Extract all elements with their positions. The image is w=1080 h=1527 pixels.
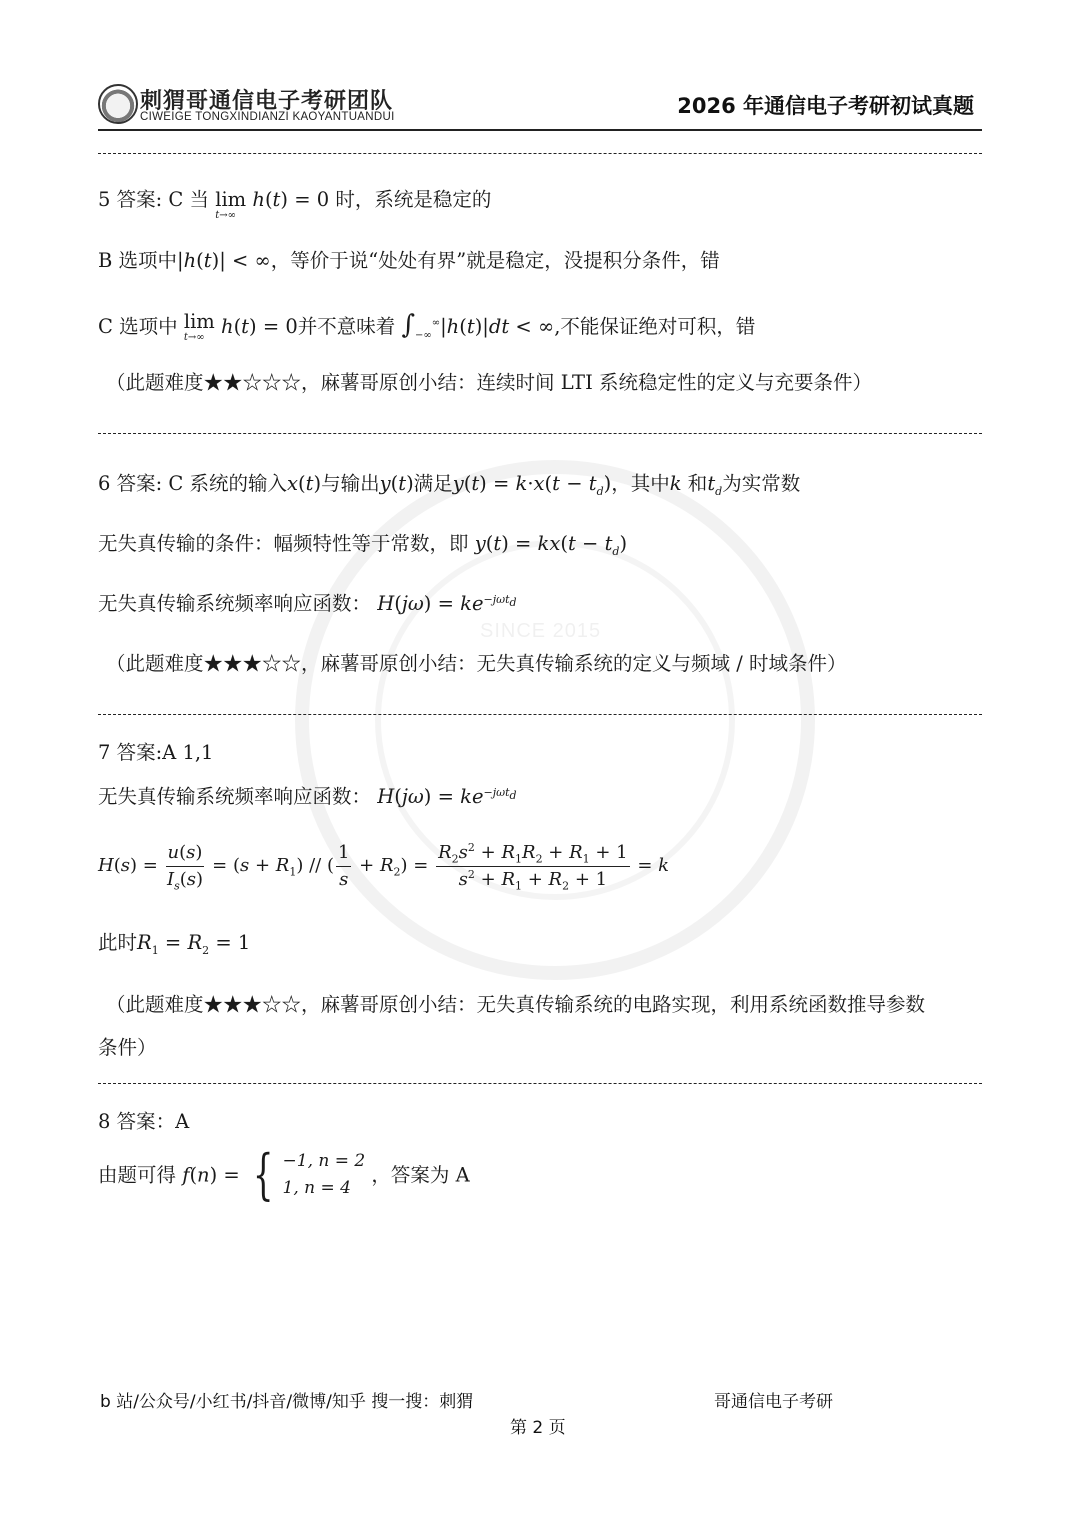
- q7-transfer-function: H(s) = $\frac{u(s)}{I_s(s)}$ = $(s + R_1)$ // ( $\frac{1}{s}$ + $R_2$) = $\frac{R_2s^2 + R_1R_2 + R_1 + 1}{s^2 + R_1 + R_2 + 1}$ = k: [98, 841, 670, 893]
- q5-option-b: B 选项中|h(t)| < ∞，等价于说“处处有界”就是稳定，没提积分条件，错: [98, 249, 720, 272]
- q6-answer-line: 6 答案: C 系统的输入x(t)与输出y(t)满足$y(t) = k\cdot x(t - t_d)$，其中k 和$t_d$为实常数: [98, 472, 801, 498]
- section-divider: [98, 433, 982, 434]
- document-title: 2026 年通信电子考研初试真题: [677, 94, 974, 118]
- q5-option-c: C 选项中 lim t→∞ h(t) = 0并不意味着 $\int_{-\infty}^\infty|h(t)|dt$ < ∞,不能保证绝对可积，错: [98, 310, 756, 343]
- q6-condition: 无失真传输的条件：幅频特性等于常数，即 $y(t) = kx(t - t_d)$: [98, 532, 628, 558]
- logo-title: 刺猬哥通信电子考研团队: [140, 89, 394, 114]
- case-2: 1, n = 4: [282, 1178, 351, 1199]
- q7-frequency-response: 无失真传输系统频率响应函数： $H(j\omega) = ke^{-j\omega t_d}$: [98, 785, 517, 808]
- section-divider: [98, 714, 982, 715]
- q7-result: 此时$R_1 = R_2 = 1$: [98, 931, 251, 957]
- logo-subtitle: CIWEIGE TONGXINDIANZI KAOYANTUANDUI: [140, 111, 395, 123]
- q8-answer-line: 8 答案：A: [98, 1110, 190, 1133]
- q7-answer-line: 7 答案:A 1,1: [98, 741, 214, 764]
- page-number: 第 2 页: [510, 1418, 566, 1438]
- q7-note-line1: （此题难度★★★☆☆，麻薯哥原创小结：无失真传输系统的电路实现，利用系统函数推导参数: [106, 993, 926, 1016]
- q7-note-line2: 条件）: [98, 1036, 157, 1059]
- limit-expression: lim t→∞: [215, 188, 247, 221]
- team-logo-icon: [98, 84, 138, 124]
- q6-note: （此题难度★★★☆☆，麻薯哥原创小结：无失真传输系统的定义与频域 / 时域条件）: [106, 652, 847, 675]
- section-divider: [98, 1083, 982, 1084]
- q5-answer-line: 5 答案: C 当 lim t→∞ h(t) = 0 时，系统是稳定的: [98, 188, 492, 221]
- footer-social-text: b 站/公众号/小红书/抖音/微博/知乎 搜一搜：刺猬: [100, 1392, 474, 1412]
- header-rule: [98, 129, 982, 131]
- case-1: −1, n = 2: [282, 1151, 366, 1171]
- q5-note: （此题难度★★☆☆☆，麻薯哥原创小结：连续时间 LTI 系统稳定性的定义与充要条件）: [106, 371, 872, 394]
- q6-frequency-response: 无失真传输系统频率响应函数： $H(j\omega) = ke^{-j\omega t_d}$: [98, 592, 517, 615]
- watermark-text: SINCE 2015: [480, 620, 602, 642]
- footer-brand-text: 哥通信电子考研: [714, 1392, 833, 1412]
- q8-solution: 由题可得 f(n) = { −1, n = 2 1, n = 4 ，答案为 A: [98, 1143, 470, 1207]
- section-divider: [98, 153, 982, 154]
